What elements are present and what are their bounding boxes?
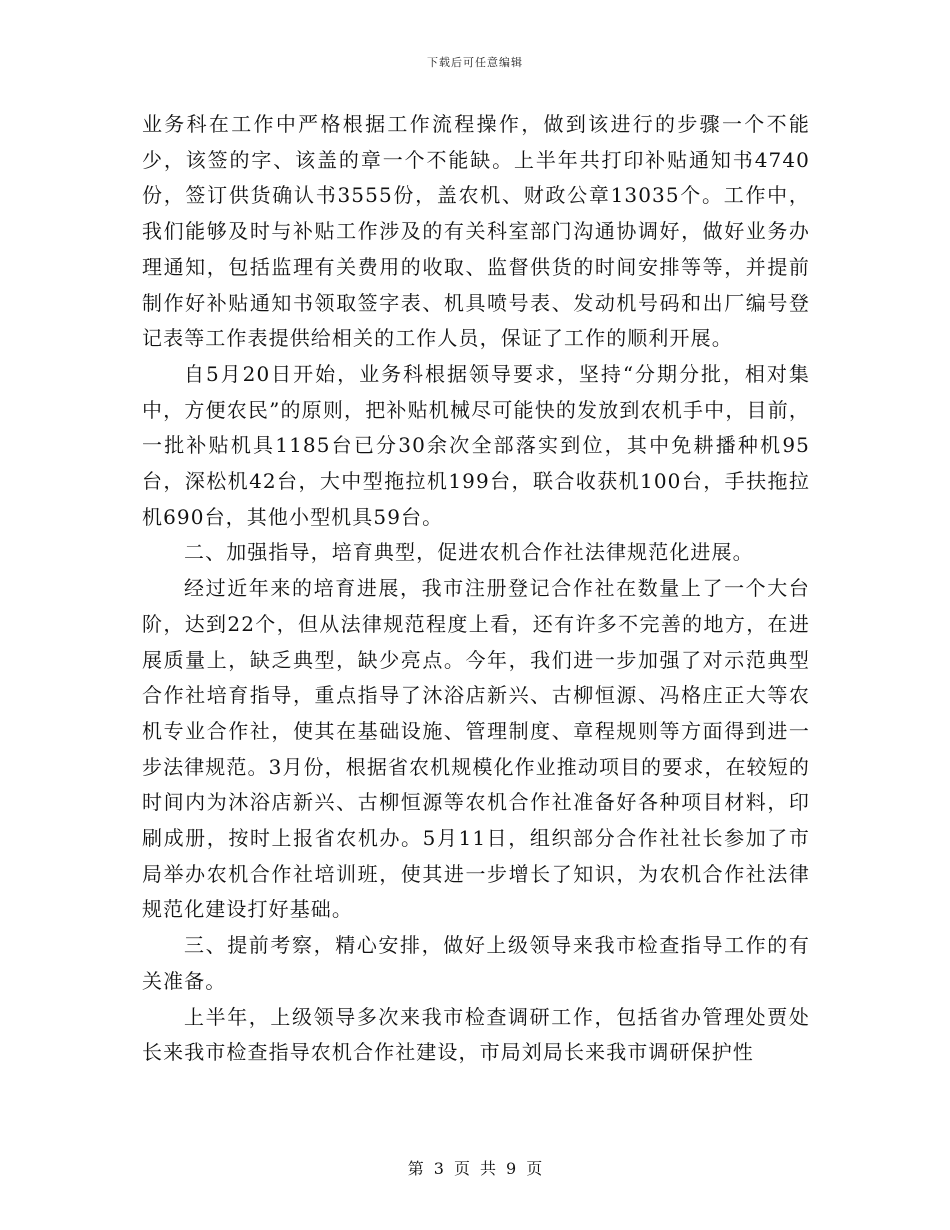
page-total: 9 xyxy=(506,1159,517,1178)
document-body xyxy=(142,107,810,1071)
page-mid: 页 xyxy=(453,1159,470,1178)
page-prefix: 第 xyxy=(407,1159,424,1178)
page-suffix: 页 xyxy=(526,1159,543,1178)
paragraph-1: 业务科在工作中严格根据工作流程操作，做到该进行的步骤一个不能少，该签的字、该盖的章一个不能缺。上半年共打印补贴通知书4740份，签订供货确认书3555份，盖农机、财政公章13035个。工作中，我们能够及时与补贴工作涉及的有关科室部门沟通协调好，做好业务办理通知，包括监理有关费用的收取、监督供货的时间安排等等，并提前制作好补贴通知书领取签字表、机具喷号表、发动机号码和出厂编号登记表等工作表提供给相关的工作人员，保证了工作的顺利开展。 xyxy=(142,112,810,351)
page-current: 3 xyxy=(433,1159,444,1178)
section-heading-3: 三、提前考察，精心安排，做好上级领导来我市检查指导工作的有关准备。 xyxy=(142,933,810,993)
page-total-prefix: 共 xyxy=(480,1159,497,1178)
section-heading-2: 二、加强指导，培育典型，促进农机合作社法律规范化进展。 xyxy=(184,540,754,565)
paragraph-4: 上半年，上级领导多次来我市检查调研工作，包括省办管理处贾处长来我市检查指导农机合作社建设，市局刘局长来我市调研保护性 xyxy=(142,1004,810,1065)
page-number xyxy=(0,1156,950,1179)
paragraph-3: 经过近年来的培育进展，我市注册登记合作社在数量上了一个大台阶，达到22个，但从法律规范程度上看，还有许多不完善的地方，在进展质量上，缺乏典型，缺少亮点。今年，我们进一步加强了对示范典型合作社培育指导，重点指导了沐浴店新兴、古柳恒源、冯格庄正大等农机专业合作社，使其在基础设施、管理制度、章程规则等方面得到进一步法律规范。3月份，根据省农机规模化作业推动项目的要求，在较短的时间内为沐浴店新兴、古柳恒源等农机合作社准备好各种项目材料，印刷成册，按时上报省农机办。5月11日，组织部分合作社社长参加了市局举办农机合作社培训班，使其进一步增长了知识，为农机合作社法律规范化建设打好基础。 xyxy=(142,576,810,922)
paragraph-2: 自5月20日开始，业务科根据领导要求，坚持“分期分批，相对集中，方便农民”的原则，把补贴机械尽可能快的发放到农机手中，目前，一批补贴机具1185台已分30余次全部落实到位，其中免耕播种机95台，深松机42台，大中型拖拉机199台，联合收获机100台，手扶拖拉机690台，其他小型机具59台。 xyxy=(142,361,810,529)
header-note: 下载后可任意编辑 xyxy=(427,56,523,69)
